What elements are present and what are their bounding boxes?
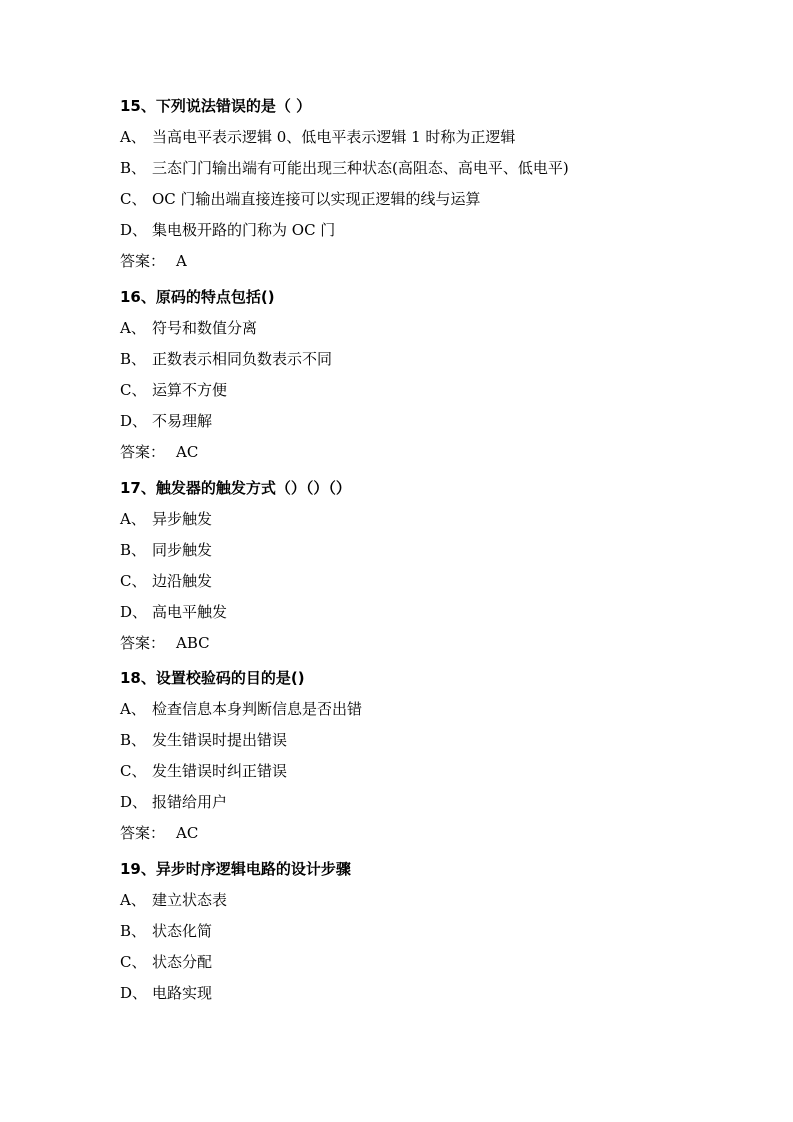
option-a [120,890,740,910]
option-text: 状态化简 [152,922,213,940]
option-letter: C、 [120,762,147,780]
answer-value: A [176,252,187,270]
option-text: 检查信息本身判断信息是否出错 [152,700,363,718]
answer-line [120,251,740,271]
option-b [120,158,740,178]
option-letter: D、 [120,603,148,621]
answer-value: AC [176,443,199,461]
answer-label: 答案： [120,443,166,461]
option-letter: B、 [120,541,147,559]
option-d [120,792,740,812]
option-d [120,220,740,240]
answer-label: 答案： [120,824,166,842]
question-16 [120,287,740,462]
option-text: 报错给用户 [152,793,228,811]
option-text: 高电平触发 [152,603,228,621]
answer-value: ABC [176,634,210,652]
option-letter: C、 [120,953,147,971]
option-text: 同步触发 [152,541,213,559]
question-15 [120,96,740,271]
option-letter: C、 [120,190,147,208]
option-d [120,983,740,1003]
option-a [120,699,740,719]
option-text: 三态门门输出端有可能出现三种状态(高阻态、高电平、低电平) [152,159,569,177]
option-b [120,540,740,560]
option-letter: B、 [120,922,147,940]
option-c [120,952,740,972]
option-letter: B、 [120,159,147,177]
option-letter: B、 [120,350,147,368]
option-letter: D、 [120,793,148,811]
question-title: 15、下列说法错误的是（ ） [120,97,312,115]
option-letter: A、 [120,700,146,718]
option-text: 运算不方便 [152,381,228,399]
option-a [120,127,740,147]
option-letter: C、 [120,572,147,590]
answer-line [120,823,740,843]
option-text: 集电极开路的门称为 OC 门 [152,221,336,239]
question-17 [120,478,740,653]
option-letter: B、 [120,731,147,749]
option-letter: A、 [120,891,146,909]
option-b [120,349,740,369]
option-letter: D、 [120,221,148,239]
option-letter: D、 [120,412,148,430]
answer-label: 答案： [120,252,166,270]
option-text: 异步触发 [152,510,213,528]
option-text: 符号和数值分离 [152,319,258,337]
answer-label: 答案： [120,634,166,652]
option-letter: C、 [120,381,147,399]
option-c [120,761,740,781]
answer-line [120,442,740,462]
question-title: 19、异步时序逻辑电路的设计步骤 [120,860,351,878]
option-letter: A、 [120,128,146,146]
answer-line [120,633,740,653]
option-d [120,602,740,622]
option-c [120,380,740,400]
option-text: 边沿触发 [152,572,213,590]
question-title: 17、触发器的触发方式（）（）（） [120,479,351,497]
option-text: 发生错误时提出错误 [152,731,288,749]
question-19 [120,859,740,1003]
question-18 [120,668,740,843]
option-text: 不易理解 [152,412,213,430]
option-d [120,411,740,431]
option-b [120,921,740,941]
question-title: 18、设置校验码的目的是() [120,669,305,687]
option-c [120,571,740,591]
option-c [120,189,740,209]
option-a [120,509,740,529]
option-text: 正数表示相同负数表示不同 [152,350,333,368]
option-text: 发生错误时纠正错误 [152,762,288,780]
option-b [120,730,740,750]
option-text: 状态分配 [152,953,213,971]
option-letter: A、 [120,319,146,337]
question-title: 16、原码的特点包括() [120,288,275,306]
option-a [120,318,740,338]
answer-value: AC [176,824,199,842]
option-text: OC 门输出端直接连接可以实现正逻辑的线与运算 [152,190,481,208]
option-text: 建立状态表 [152,891,228,909]
option-letter: A、 [120,510,146,528]
option-text: 电路实现 [152,984,213,1002]
option-letter: D、 [120,984,148,1002]
option-text: 当高电平表示逻辑 0、低电平表示逻辑 1 时称为正逻辑 [152,128,516,146]
